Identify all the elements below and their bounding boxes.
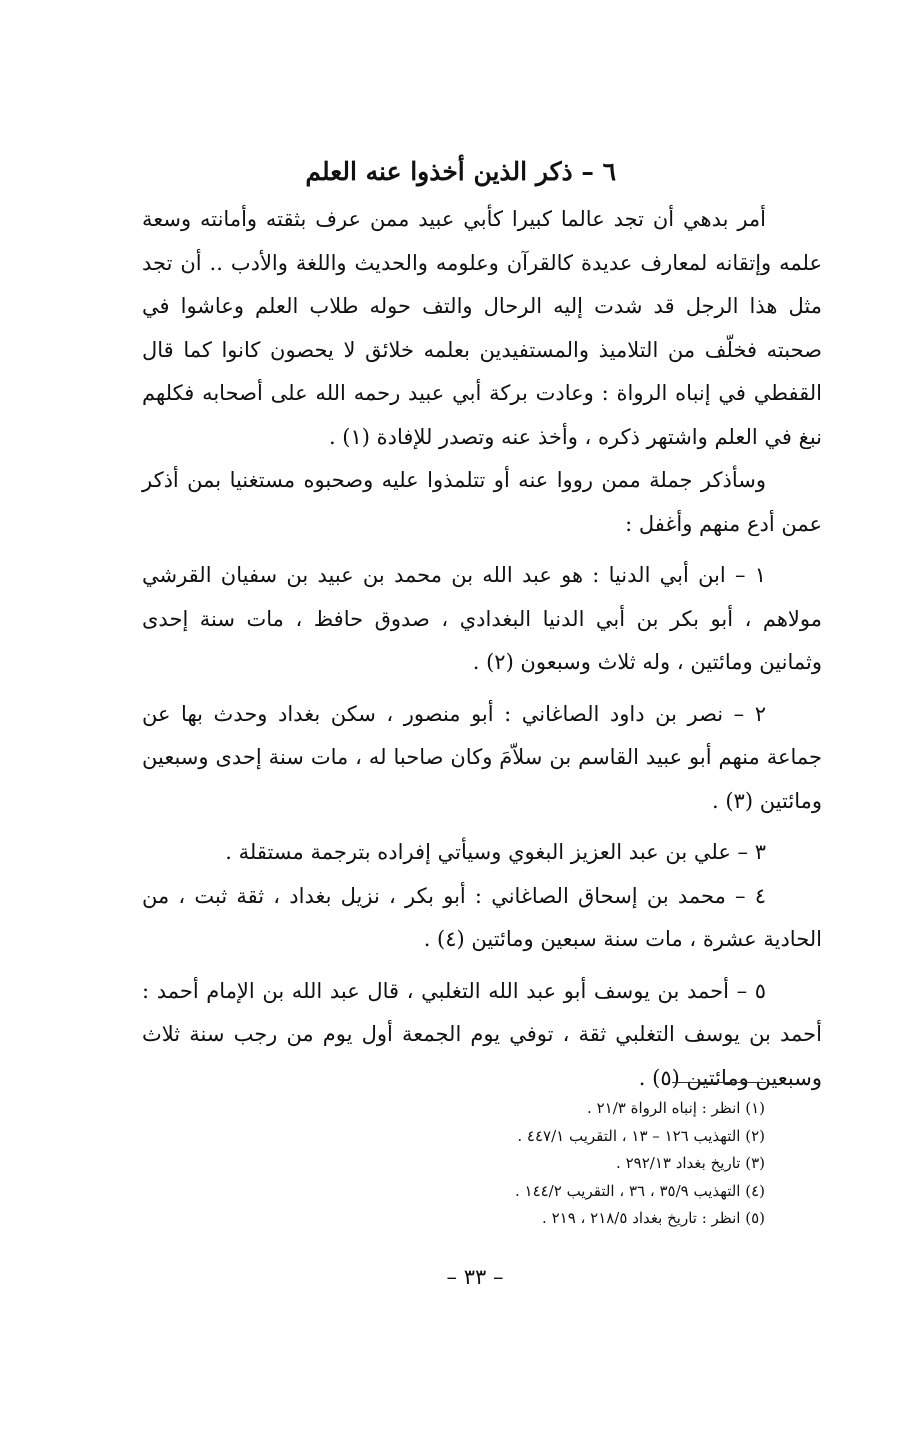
section-heading: ٦ – ذكر الذين أخذوا عنه العلم: [305, 157, 616, 186]
footnote-5: (٥) انظر : تاريخ بغداد ٢١٨/٥ ، ٢١٩ .: [542, 1209, 765, 1227]
list-item-1: ١ – ابن أبي الدنيا : هو عبد الله بن محمد بن عبيد بن سفيان القرشي مولاهم ، أبو بكر بن أبي الدنيا البغدادي ، صدوق حافظ ، مات سنة إحدى وثمانين ومائتين ، وله ثلاث وسبعون (٢) .: [142, 563, 822, 674]
list-item-4: ٤ – محمد بن إسحاق الصاغاني : أبو بكر ، نزيل بغداد ، ثقة ثبت ، من الحادية عشرة ، مات سنة سبعين ومائتين (٤) .: [142, 883, 822, 951]
page-number: – ٣٣ –: [446, 1265, 504, 1289]
footnote-2: (٢) التهذيب ١٢٦ – ١٣ ، التقريب ٤٤٧/١ .: [517, 1126, 765, 1145]
footnote-3: (٣) تاريخ بغداد ٢٩٢/١٣ .: [616, 1154, 765, 1172]
paragraph-list-intro: وسأذكر جملة ممن رووا عنه أو تتلمذوا عليه وصحبوه مستغنيا بمن أذكر عمن أدع منهم وأغفل :: [142, 468, 822, 536]
footnotes: [405, 1095, 765, 1233]
footnote-1: (١) انظر : إنباه الرواة ٢١/٣ .: [587, 1099, 765, 1117]
list-item-2: ٢ – نصر بن داود الصاغاني : أبو منصور ، سكن بغداد وحدث بها عن جماعة منهم أبو عبيد القاسم بن سلاّمَ وكان صاحبا له ، مات سنة إحدى وسبعين ومائتين (٣) .: [142, 701, 822, 813]
footnote-divider: [672, 1082, 766, 1083]
main-text: [142, 198, 822, 1100]
footnote-4: (٤) التهذيب ٣٥/٩ ، ٣٦ ، التقريب ١٤٤/٢ .: [514, 1181, 765, 1200]
list-item-5: ٥ – أحمد بن يوسف أبو عبد الله التغلبي ، قال عبد الله بن الإمام أحمد : أحمد بن يوسف التغلبي ثقة ، توفي يوم الجمعة أول يوم من رجب سنة ثلاث وسبعين ومائتين (٥) .: [142, 978, 822, 1090]
paragraph-intro: أمر بدهي أن تجد عالما كبيرا كأبي عبيد ممن عرف بثقته وأمانته وسعة علمه وإتقانه لمعارف عديدة كالقرآن وعلومه والحديث واللغة والأدب .. أن تجد مثل هذا الرجل قد شدت إليه الرحال والتف حوله طلاب العلم وعاشوا في صحبته فخلّف من التلاميذ والمستفيدين بعلمه خلائق لا يحصون كانوا كما قال القفطي في إنباه الرواة : وعادت بركة أبي عبيد رحمه الله على أصحابه فكلهم نبغ في العلم واشتهر ذكره ، وأخذ عنه وتصدر للإفادة (١) .: [142, 207, 822, 449]
list-item-3: ٣ – علي بن عبد العزيز البغوي وسيأتي إفراده بترجمة مستقلة .: [225, 840, 766, 864]
